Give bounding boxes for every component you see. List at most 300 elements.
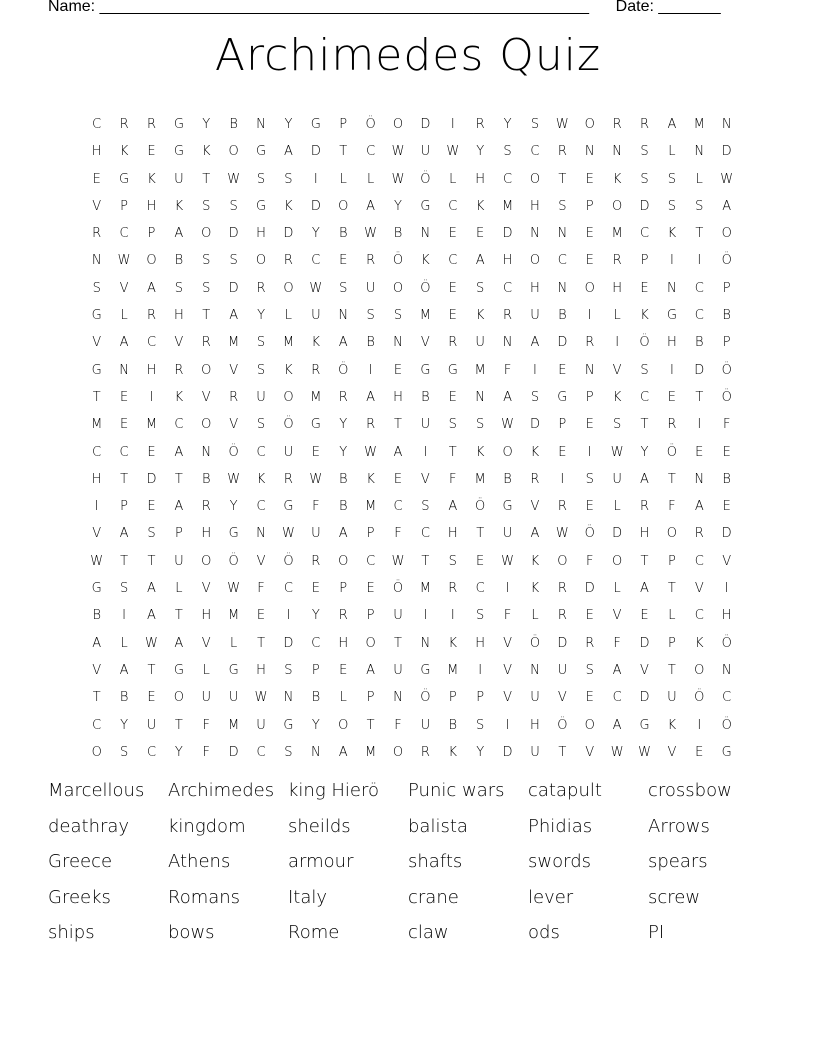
- grid-cell: C: [612, 690, 622, 706]
- grid-cell: G: [420, 662, 431, 678]
- grid-cell: T: [640, 417, 649, 433]
- grid-cell: D: [529, 417, 540, 433]
- grid-cell: A: [147, 581, 156, 597]
- grid-cell: H: [502, 253, 513, 269]
- grid-cell: O: [612, 553, 623, 569]
- grid-cell: N: [557, 280, 568, 296]
- grid-cell: E: [448, 280, 457, 296]
- grid-cell: M: [501, 198, 514, 214]
- grid-cell: T: [558, 171, 567, 187]
- grid-cell: A: [338, 744, 348, 760]
- grid-cell: S: [503, 144, 512, 160]
- grid-cell: F: [613, 635, 621, 651]
- grid-cell: C: [639, 226, 650, 242]
- grid-cell: R: [283, 253, 293, 269]
- grid-cell: N: [475, 389, 486, 405]
- grid-cell: Y: [120, 717, 129, 733]
- grid-cell: T: [174, 471, 183, 487]
- grid-cell: S: [448, 553, 457, 569]
- grid-cell: E: [311, 581, 320, 597]
- grid-cell: M: [228, 335, 240, 351]
- grid-cell: G: [91, 308, 102, 324]
- grid-cell: S: [476, 608, 485, 624]
- grid-cell: L: [339, 690, 347, 706]
- grid-cell: E: [722, 499, 731, 515]
- grid-cell: O: [365, 635, 376, 651]
- grid-cell: W: [227, 171, 241, 187]
- grid-cell: V: [256, 553, 266, 569]
- grid-cell: O: [146, 253, 157, 269]
- grid-cell: P: [476, 690, 485, 706]
- word-list-item: lever: [528, 886, 574, 908]
- grid-cell: T: [257, 635, 266, 651]
- grid-cell: R: [639, 499, 650, 515]
- grid-cell: I: [286, 608, 291, 624]
- grid-cell: E: [448, 389, 457, 405]
- grid-cell: M: [419, 581, 431, 597]
- word-list-item: balista: [408, 815, 468, 837]
- grid-cell: L: [449, 171, 457, 187]
- grid-cell: I: [587, 308, 592, 324]
- grid-cell: G: [283, 499, 294, 515]
- grid-cell: S: [640, 144, 649, 160]
- grid-cell: U: [420, 144, 431, 160]
- grid-cell: B: [338, 226, 348, 242]
- grid-cell: Ö: [228, 444, 239, 460]
- grid-cell: S: [229, 253, 238, 269]
- word-list-item: Marcellous: [48, 780, 145, 801]
- grid-cell: V: [92, 198, 102, 214]
- grid-cell: S: [667, 171, 677, 187]
- grid-cell: F: [585, 553, 594, 569]
- grid-cell: U: [146, 717, 157, 733]
- grid-cell: D: [228, 280, 239, 296]
- grid-cell: N: [557, 226, 568, 242]
- grid-cell: H: [338, 635, 349, 651]
- grid-cell: S: [476, 280, 485, 296]
- grid-cell: A: [119, 335, 129, 351]
- grid-cell: R: [475, 117, 485, 132]
- grid-cell: N: [201, 444, 212, 460]
- grid-cell: H: [201, 526, 212, 542]
- grid-cell: T: [558, 744, 567, 760]
- grid-cell: I: [423, 608, 428, 624]
- grid-cell: A: [530, 526, 540, 542]
- grid-cell: W: [391, 553, 405, 569]
- grid-cell: T: [120, 553, 129, 569]
- grid-cell: T: [394, 417, 402, 433]
- grid-cell: A: [283, 144, 293, 160]
- grid-cell: E: [366, 581, 375, 597]
- grid-cell: A: [640, 471, 649, 487]
- grid-cell: T: [695, 226, 704, 242]
- grid-cell: O: [557, 553, 568, 569]
- grid-cell: N: [393, 335, 403, 351]
- grid-cell: I: [450, 117, 455, 132]
- grid-cell: T: [92, 690, 101, 706]
- grid-cell: I: [94, 499, 99, 515]
- grid-cell: Y: [284, 117, 293, 132]
- grid-cell: K: [284, 362, 293, 378]
- grid-cell: L: [120, 308, 128, 324]
- grid-cell: P: [640, 253, 649, 269]
- grid-cell: K: [640, 308, 649, 324]
- grid-cell: N: [256, 526, 266, 542]
- grid-cell: N: [393, 690, 403, 706]
- grid-cell: Y: [174, 744, 183, 760]
- grid-cell: I: [615, 335, 620, 351]
- grid-cell: B: [722, 471, 731, 487]
- grid-cell: P: [366, 690, 375, 706]
- word-list-item: shafts: [408, 851, 463, 872]
- grid-cell: V: [557, 690, 567, 706]
- grid-cell: R: [201, 499, 211, 515]
- grid-cell: I: [313, 171, 318, 187]
- grid-cell: D: [584, 581, 595, 597]
- grid-cell: G: [228, 526, 239, 542]
- word-list-item: Athens: [168, 851, 231, 872]
- grid-cell: A: [694, 499, 704, 515]
- grid-cell: K: [366, 471, 375, 487]
- grid-cell: U: [420, 417, 431, 433]
- grid-cell: C: [503, 171, 513, 187]
- grid-cell: H: [475, 635, 486, 651]
- grid-cell: E: [585, 499, 594, 515]
- grid-cell: N: [612, 144, 622, 160]
- grid-cell: W: [610, 444, 624, 460]
- word-list-item: claw: [408, 922, 449, 943]
- grid-cell: Y: [394, 198, 402, 214]
- grid-cell: N: [256, 117, 266, 132]
- grid-cell: S: [119, 744, 129, 760]
- grid-cell: O: [694, 662, 705, 678]
- grid-cell: E: [695, 744, 704, 760]
- grid-cell: M: [91, 417, 103, 433]
- grid-cell: G: [447, 362, 458, 378]
- grid-cell: S: [366, 308, 375, 324]
- grid-cell: E: [585, 171, 594, 187]
- grid-cell: E: [448, 226, 457, 242]
- grid-cell: R: [639, 117, 650, 132]
- grid-cell: W: [145, 635, 158, 651]
- word-list-item: armour: [288, 851, 354, 872]
- grid-cell: N: [721, 662, 732, 678]
- grid-cell: T: [92, 389, 101, 405]
- grid-cell: H: [91, 471, 102, 487]
- grid-cell: O: [255, 253, 267, 269]
- grid-cell: R: [119, 117, 129, 132]
- grid-cell: E: [640, 608, 649, 624]
- grid-cell: Y: [476, 744, 485, 760]
- grid-cell: U: [393, 662, 403, 678]
- grid-cell: S: [695, 198, 704, 214]
- grid-cell: E: [476, 226, 485, 242]
- grid-cell: V: [694, 581, 704, 597]
- grid-cell: F: [257, 581, 265, 597]
- grid-cell: U: [174, 553, 184, 569]
- grid-cell: M: [364, 744, 377, 760]
- grid-cell: D: [694, 362, 705, 378]
- grid-cell: N: [283, 690, 294, 706]
- grid-cell: W: [227, 471, 241, 487]
- grid-cell: W: [364, 226, 378, 242]
- grid-cell: C: [256, 499, 266, 515]
- grid-cell: C: [146, 335, 157, 351]
- page-title: Archimedes Quiz: [214, 30, 602, 81]
- grid-cell: U: [365, 280, 376, 296]
- grid-cell: Ö: [283, 417, 294, 433]
- grid-cell: E: [339, 662, 348, 678]
- grid-cell: E: [393, 362, 403, 378]
- grid-cell: F: [503, 362, 512, 378]
- grid-cell: B: [695, 335, 704, 351]
- grid-cell: C: [530, 144, 540, 160]
- grid-cell: L: [284, 308, 293, 324]
- grid-cell: B: [722, 308, 731, 324]
- grid-cell: V: [201, 635, 211, 651]
- grid-cell: P: [120, 499, 128, 515]
- grid-cell: T: [147, 662, 156, 678]
- grid-cell: T: [174, 717, 183, 733]
- grid-cell: W: [227, 581, 241, 597]
- grid-cell: Ö: [666, 444, 678, 460]
- grid-cell: K: [530, 553, 540, 569]
- grid-cell: A: [174, 499, 184, 515]
- grid-cell: C: [639, 389, 650, 405]
- grid-cell: V: [612, 362, 622, 378]
- grid-cell: H: [173, 308, 184, 324]
- grid-cell: Ö: [283, 553, 294, 569]
- grid-cell: G: [283, 717, 294, 733]
- grid-cell: O: [338, 198, 349, 214]
- grid-cell: V: [585, 744, 595, 760]
- grid-cell: B: [174, 253, 184, 269]
- grid-cell: U: [256, 717, 266, 733]
- grid-cell: R: [338, 608, 348, 624]
- grid-cell: L: [366, 171, 375, 187]
- name-blank: _______________________________________________________: [99, 0, 589, 15]
- grid-cell: U: [256, 389, 266, 405]
- grid-cell: U: [393, 608, 403, 624]
- grid-cell: N: [584, 362, 595, 378]
- grid-cell: S: [202, 198, 211, 214]
- word-list-item: catapult: [528, 780, 602, 801]
- grid-cell: U: [420, 717, 431, 733]
- grid-cell: N: [338, 308, 349, 324]
- grid-cell: L: [230, 635, 238, 651]
- grid-cell: E: [558, 444, 567, 460]
- grid-cell: E: [585, 253, 594, 269]
- grid-cell: R: [612, 117, 622, 132]
- grid-cell: C: [311, 635, 321, 651]
- grid-cell: V: [503, 635, 512, 651]
- grid-cell: S: [202, 280, 211, 296]
- grid-cell: A: [366, 662, 376, 678]
- grid-cell: P: [585, 198, 594, 214]
- grid-cell: L: [531, 608, 539, 624]
- grid-cell: Ö: [557, 717, 568, 733]
- grid-cell: O: [584, 280, 595, 296]
- grid-cell: D: [557, 335, 568, 351]
- grid-cell: G: [91, 581, 102, 597]
- grid-cell: D: [228, 744, 239, 760]
- header-line: [48, 0, 748, 16]
- grid-cell: P: [722, 280, 731, 296]
- name-label: Name:: [48, 0, 96, 15]
- grid-cell: E: [119, 417, 129, 433]
- grid-cell: L: [120, 635, 128, 651]
- grid-cell: S: [284, 662, 293, 678]
- grid-cell: F: [312, 499, 320, 515]
- grid-cell: H: [256, 662, 266, 678]
- grid-cell: A: [366, 389, 376, 405]
- grid-cell: F: [202, 717, 210, 733]
- grid-cell: K: [612, 389, 622, 405]
- grid-cell: R: [338, 389, 348, 405]
- grid-cell: C: [92, 117, 102, 132]
- grid-cell: R: [557, 608, 567, 624]
- word-list-item: crossbow: [648, 780, 732, 801]
- grid-cell: C: [119, 226, 129, 242]
- grid-cell: C: [503, 280, 513, 296]
- grid-cell: P: [311, 662, 320, 678]
- grid-cell: A: [366, 198, 376, 214]
- grid-cell: G: [173, 144, 184, 160]
- grid-cell: E: [722, 444, 731, 460]
- grid-cell: W: [610, 744, 624, 760]
- grid-cell: E: [585, 226, 594, 242]
- grid-cell: T: [448, 444, 457, 460]
- grid-cell: E: [448, 308, 457, 324]
- grid-cell: D: [557, 635, 568, 651]
- grid-cell: D: [502, 226, 513, 242]
- word-list-item: kingdom: [168, 815, 246, 837]
- grid-cell: U: [530, 690, 540, 706]
- grid-cell: U: [475, 335, 485, 351]
- grid-cell: P: [339, 581, 348, 597]
- grid-cell: G: [310, 117, 321, 132]
- grid-cell: C: [420, 526, 430, 542]
- grid-cell: E: [339, 253, 348, 269]
- grid-cell: K: [530, 444, 540, 460]
- grid-cell: Y: [339, 417, 348, 433]
- grid-cell: C: [694, 608, 704, 624]
- word-list-item: Italy: [288, 886, 328, 908]
- grid-cell: K: [201, 144, 211, 160]
- grid-cell: T: [366, 717, 375, 733]
- grid-cell: H: [201, 608, 212, 624]
- grid-cell: V: [229, 362, 239, 378]
- grid-cell: Ö: [721, 389, 732, 405]
- grid-cell: E: [147, 690, 156, 706]
- grid-cell: O: [584, 117, 595, 132]
- grid-cell: D: [283, 226, 294, 242]
- grid-cell: Ö: [721, 717, 732, 733]
- grid-cell: O: [392, 117, 404, 132]
- grid-cell: I: [423, 444, 428, 460]
- grid-cell: I: [505, 717, 510, 733]
- grid-cell: B: [366, 335, 375, 351]
- grid-cell: U: [667, 690, 677, 706]
- grid-cell: O: [283, 389, 294, 405]
- grid-cell: L: [175, 581, 183, 597]
- grid-cell: R: [612, 253, 622, 269]
- grid-cell: A: [119, 662, 129, 678]
- grid-cell: K: [475, 444, 485, 460]
- grid-cell: W: [364, 444, 378, 460]
- grid-cell: I: [697, 253, 702, 269]
- grid-cell: R: [557, 144, 567, 160]
- grid-cell: M: [228, 717, 240, 733]
- grid-cell: U: [283, 444, 294, 460]
- grid-cell: K: [256, 471, 266, 487]
- grid-cell: V: [92, 662, 102, 678]
- grid-cell: G: [502, 499, 513, 515]
- grid-cell: R: [201, 335, 211, 351]
- grid-cell: G: [173, 117, 184, 132]
- grid-cell: V: [92, 526, 102, 542]
- grid-cell: S: [612, 417, 622, 433]
- grid-cell: C: [694, 308, 704, 324]
- grid-cell: G: [173, 662, 184, 678]
- grid-cell: C: [366, 144, 376, 160]
- grid-cell: M: [693, 117, 705, 132]
- grid-cell: D: [721, 144, 732, 160]
- grid-cell: K: [284, 198, 293, 214]
- grid-cell: G: [639, 717, 650, 733]
- grid-cell: A: [174, 635, 184, 651]
- grid-cell: H: [530, 280, 540, 296]
- grid-cell: W: [638, 744, 651, 760]
- word-list: [48, 780, 758, 958]
- grid-cell: W: [309, 280, 323, 296]
- grid-cell: D: [228, 226, 239, 242]
- grid-cell: M: [474, 471, 486, 487]
- grid-cell: V: [612, 608, 622, 624]
- grid-cell: O: [502, 444, 513, 460]
- grid-cell: K: [147, 171, 156, 187]
- grid-cell: E: [119, 389, 129, 405]
- grid-cell: T: [640, 553, 649, 569]
- grid-cell: T: [667, 581, 676, 597]
- grid-cell: M: [228, 608, 240, 624]
- grid-cell: S: [585, 471, 594, 487]
- grid-cell: Ö: [228, 553, 239, 569]
- grid-cell: H: [393, 389, 403, 405]
- grid-cell: R: [694, 526, 704, 542]
- grid-cell: A: [174, 444, 184, 460]
- grid-cell: A: [119, 526, 129, 542]
- grid-cell: D: [502, 744, 513, 760]
- grid-cell: T: [147, 553, 156, 569]
- grid-cell: V: [229, 417, 239, 433]
- grid-cell: V: [667, 744, 677, 760]
- grid-cell: N: [667, 280, 677, 296]
- grid-cell: A: [722, 198, 732, 214]
- grid-cell: G: [256, 144, 267, 160]
- grid-cell: Y: [503, 117, 512, 132]
- grid-cell: G: [557, 389, 568, 405]
- grid-cell: S: [92, 280, 101, 296]
- grid-cell: W: [90, 553, 104, 569]
- grid-cell: M: [611, 226, 623, 242]
- grid-cell: E: [147, 499, 156, 515]
- grid-cell: G: [420, 362, 431, 378]
- grid-cell: K: [475, 308, 485, 324]
- grid-cell: A: [338, 526, 348, 542]
- grid-cell: S: [640, 171, 649, 187]
- grid-cell: C: [256, 444, 266, 460]
